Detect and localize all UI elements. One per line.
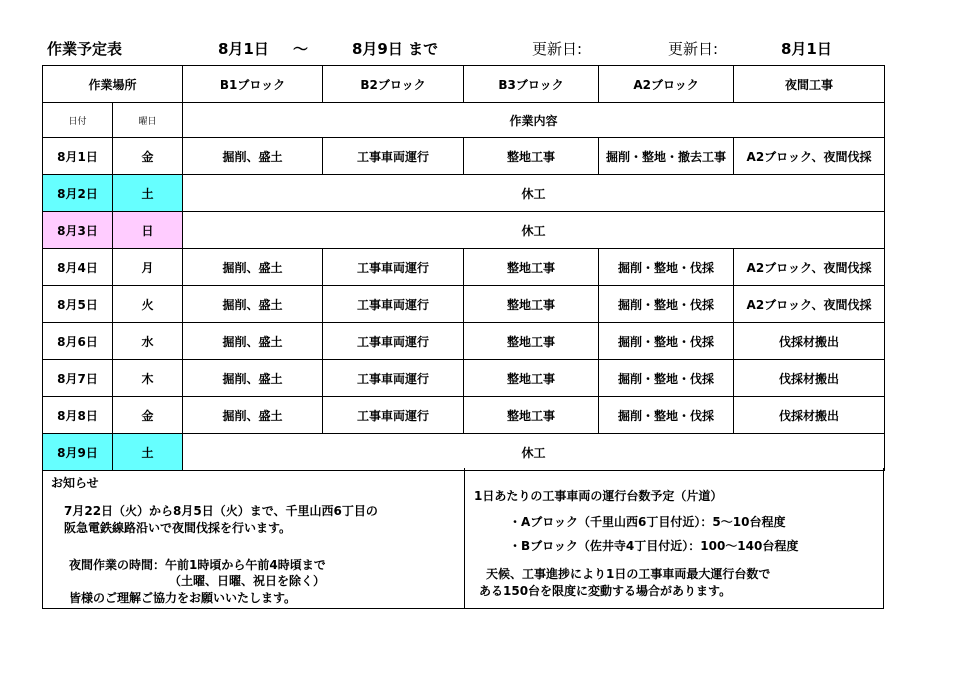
table-row [43,434,885,471]
cell-b2: 工事車両運行 [323,397,464,434]
cell-night: A2ブロック、夜間伐採 [734,249,885,286]
cell-a2: 掘削・整地・撤去工事 [599,138,734,175]
cell-a2: 掘削・整地・伐採 [599,249,734,286]
table-row [43,360,885,397]
cell-b1: 掘削、盛土 [183,397,323,434]
cell-night: 伐採材搬出 [734,360,885,397]
content-label: 作業内容 [183,103,885,138]
cell-b2: 工事車両運行 [323,360,464,397]
notice-line-1: 7月22日（火）から8月5日（火）まで、千里山西6丁目の [64,504,378,518]
column-header-b2: B2ブロック [323,66,464,103]
cell-b1: 掘削、盛土 [183,138,323,175]
traffic-note-2: ある150台を限度に変動する場合があります。 [479,584,732,598]
row-date: 8月3日 [43,212,113,249]
column-header-night: 夜間工事 [734,66,885,103]
row-date: 8月2日 [43,175,113,212]
row-weekday: 金 [113,138,183,175]
cell-night: 伐採材搬出 [734,323,885,360]
notice-line-2: 阪急電鉄線路沿いで夜間伐採を行います。 [64,521,292,535]
table-row [43,175,885,212]
table-row [43,323,885,360]
row-weekday: 水 [113,323,183,360]
cell-night: A2ブロック、夜間伐採 [734,286,885,323]
row-date: 8月1日 [43,138,113,175]
traffic-note-1: 天候、工事進捗により1日の工事車両最大運行台数で [486,567,771,581]
row-weekday: 土 [113,175,183,212]
page-title: 作業予定表 [47,40,123,58]
cell-a2: 掘削・整地・伐採 [599,360,734,397]
cell-b2: 工事車両運行 [323,138,464,175]
table-row [43,286,885,323]
traffic-b-block: ・Bブロック（佐井寺4丁目付近）：100～140台程度 [509,539,799,553]
notice-line-3: 夜間作業の時間：午前1時頃から午前4時頃まで [69,558,326,572]
row-weekday: 木 [113,360,183,397]
table-row [43,138,885,175]
cell-a2: 掘削・整地・伐採 [599,397,734,434]
table-row [43,212,885,249]
row-weekday: 火 [113,286,183,323]
traffic-a-block: ・Aブロック（千里山西6丁目付近）：5～10台程度 [509,515,786,529]
row-date: 8月9日 [43,434,113,471]
cell-b1: 掘削、盛土 [183,360,323,397]
table-row [43,397,885,434]
notice-line-5: 皆様のご理解ご協力をお願いいたします。 [69,591,297,605]
row-weekday: 月 [113,249,183,286]
traffic-title: 1日あたりの工事車両の運行台数予定（片道） [474,489,723,503]
cell-b3: 整地工事 [464,249,599,286]
cell-b3: 整地工事 [464,138,599,175]
row-weekday: 日 [113,212,183,249]
row-date: 8月8日 [43,397,113,434]
updated-label-2: 更新日: [668,40,719,58]
updated-date: 8月1日 [781,40,832,58]
notice-title: お知らせ [51,476,99,490]
cell-b1: 掘削、盛土 [183,249,323,286]
period-end: 8月9日 まで [352,40,439,58]
notes-divider [464,468,465,608]
cell-night: A2ブロック、夜間伐採 [734,138,885,175]
updated-label-1: 更新日: [532,40,583,58]
notes-section [42,468,884,609]
column-header-a2: A2ブロック [599,66,734,103]
table-row [43,249,885,286]
cell-b3: 整地工事 [464,397,599,434]
holiday-cell: 休工 [183,434,885,471]
table-subheader-row [43,103,885,138]
period-start: 8月1日 [218,40,269,58]
cell-b3: 整地工事 [464,323,599,360]
period-tilde: ～ [293,40,309,58]
weekday-label: 曜日 [113,103,183,138]
cell-night: 伐採材搬出 [734,397,885,434]
holiday-cell: 休工 [183,175,885,212]
cell-b1: 掘削、盛土 [183,286,323,323]
cell-b3: 整地工事 [464,286,599,323]
holiday-cell: 休工 [183,212,885,249]
cell-a2: 掘削・整地・伐採 [599,286,734,323]
row-date: 8月5日 [43,286,113,323]
row-date: 8月7日 [43,360,113,397]
column-header-b1: B1ブロック [183,66,323,103]
cell-a2: 掘削・整地・伐採 [599,323,734,360]
cell-b1: 掘削、盛土 [183,323,323,360]
schedule-table [42,65,885,471]
cell-b3: 整地工事 [464,360,599,397]
cell-b2: 工事車両運行 [323,323,464,360]
cell-b2: 工事車両運行 [323,249,464,286]
column-header-b3: B3ブロック [464,66,599,103]
cell-b2: 工事車両運行 [323,286,464,323]
row-weekday: 土 [113,434,183,471]
place-header: 作業場所 [43,66,183,103]
row-date: 8月4日 [43,249,113,286]
row-date: 8月6日 [43,323,113,360]
notice-line-4: （土曜、日曜、祝日を除く） [169,574,326,588]
date-label: 日付 [43,103,113,138]
row-weekday: 金 [113,397,183,434]
table-header-row [43,66,885,103]
